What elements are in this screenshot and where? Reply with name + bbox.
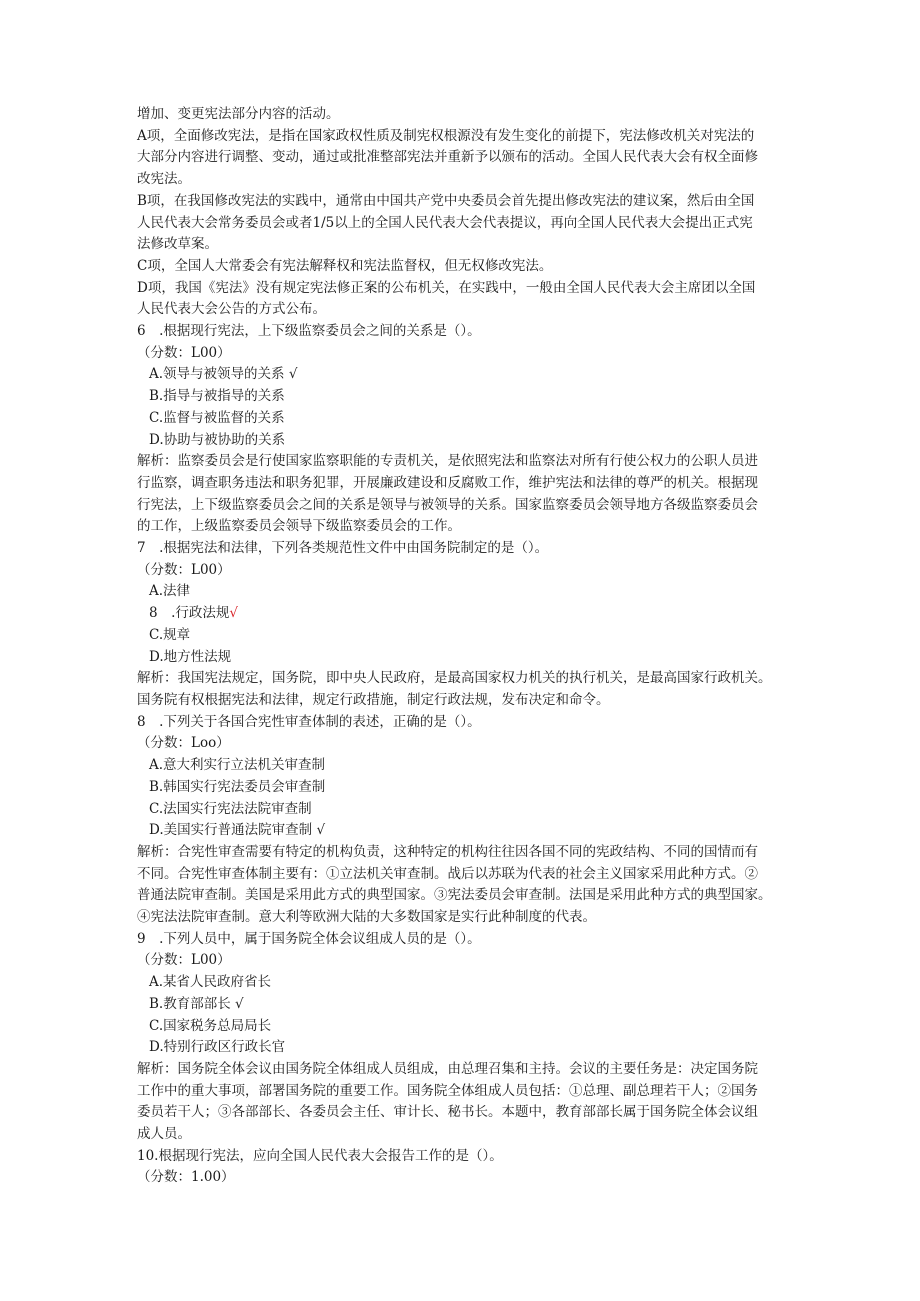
option-b — [137, 777, 787, 799]
option-d — [137, 430, 787, 452]
option-text: 8 .行政法规 — [149, 605, 230, 622]
option-text: D.地方性法规 — [149, 648, 232, 665]
option-text: A.法律 — [149, 583, 191, 600]
question-9 — [137, 929, 787, 1146]
question-stem: 8 .下列关于各国合宪性审查体制的表述，正确的是（）。 — [137, 713, 481, 730]
option-c — [137, 408, 787, 430]
option-d — [137, 1037, 787, 1059]
analysis-line: 委员若干人；③各部部长、各委员会主任、审计长、秘书长。本题中，教育部部长属于国务院全体会议组 — [137, 1104, 758, 1121]
question-stem: 9 .下列人员中，属于国务院全体会议组成人员的是（）。 — [137, 930, 481, 947]
analysis-line: 国务院有权根据宪法和法律，规定行政措施，制定行政法规，发布决定和命令。 — [137, 691, 610, 708]
option-d — [137, 647, 787, 669]
option-c — [137, 1016, 787, 1038]
question-6 — [137, 321, 787, 538]
analysis-line: 工作中的重大事项，部署国务院的重要工作。国务院全体组成人员包括：①总理、副总理若干人；②国务 — [137, 1082, 758, 1099]
analysis-line: 解析：监察委员会是行使国家监察职能的专责机关，是依照宪法和监察法对所有行使公权力的公职人员进 — [137, 453, 758, 470]
text-line: D项，我国《宪法》没有规定宪法修正案的公布机关，在实践中，一般由全国人民代表大会主席团以全国 — [137, 279, 756, 296]
question-score: （分数：L00） — [137, 952, 231, 969]
analysis-line: 不同。合宪性审查体制主要有：①立法机关审查制。战后以苏联为代表的社会主义国家采用此种方式。② — [137, 865, 758, 882]
analysis-line: 行监察，调查职务违法和职务犯罪，开展廉政建设和反腐败工作，维护宪法和法律的尊严的机关。根据现 — [137, 474, 758, 491]
analysis-line: 解析：合宪性审查需要有特定的机构负责，这种特定的机构往往因各国不同的宪政结构、不同的国情而有 — [137, 843, 758, 860]
option-text: D.协助与被协助的关系 — [149, 431, 286, 448]
option-text: C.监督与被监督的关系 — [149, 409, 285, 426]
option-text: B.教育部部长 — [149, 995, 231, 1012]
option-text: C.国家税务总局局长 — [149, 1017, 272, 1034]
text-line: 改宪法。 — [137, 171, 191, 188]
document-page — [137, 104, 787, 1189]
option-text: B.韩国实行宪法委员会审查制 — [149, 778, 326, 795]
option-b — [137, 386, 787, 408]
option-text: D.美国实行普通法院审查制 — [149, 822, 313, 839]
question-stem: 10.根据现行宪法，应向全国人民代表大会报告工作的是（）。 — [137, 1147, 503, 1164]
check-mark-icon: √ — [316, 822, 326, 839]
option-b — [137, 994, 787, 1016]
text-line: 大部分内容进行调整、变动，通过或批准整部宪法并重新予以颁布的活动。全国人民代表大会有权全面修 — [137, 149, 758, 166]
analysis-line: 的工作，上级监察委员会领导下级监察委员会的工作。 — [137, 518, 461, 535]
option-text: C.法国实行宪法法院审查制 — [149, 800, 312, 817]
option-text: D.特别行政区行政长官 — [149, 1039, 286, 1056]
option-text: C.规章 — [149, 626, 191, 643]
option-c — [137, 625, 787, 647]
question-stem: 7 .根据宪法和法律，下列各类规范性文件中由国务院制定的是（）。 — [137, 540, 549, 557]
option-c — [137, 799, 787, 821]
question-10 — [137, 1146, 787, 1189]
question-7 — [137, 538, 787, 712]
option-a — [137, 755, 787, 777]
question-score: （分数：1.00） — [137, 1169, 235, 1186]
check-mark-icon: √ — [235, 995, 244, 1012]
question-score: （分数：Loo） — [137, 735, 230, 752]
text-line: 人民代表大会常务委员会或者1/5以上的全国人民代表大会代表提议，再向全国人民代表大会提出正式宪 — [137, 214, 753, 231]
analysis-line: 成人员。 — [137, 1126, 191, 1143]
check-mark-icon: √ — [229, 605, 238, 622]
question-8 — [137, 712, 787, 929]
intro-block — [137, 104, 787, 321]
option-d — [137, 820, 787, 842]
text-line: A项，全面修改宪法，是指在国家政权性质及制宪权根源没有发生变化的前提下，宪法修改机关对宪法的 — [137, 127, 755, 144]
option-text: B.指导与被指导的关系 — [149, 388, 285, 405]
option-a — [137, 581, 787, 603]
text-line: 人民代表大会公告的方式公布。 — [137, 301, 326, 318]
check-mark-icon: √ — [288, 366, 298, 383]
analysis-line: 行宪法，上下级监察委员会之间的关系是领导与被领导的关系。国家监察委员会领导地方各级监察委员会 — [137, 496, 758, 513]
option-text: A.某省人民政府省长 — [149, 974, 272, 991]
question-stem: 6 .根据现行宪法，上下级监察委员会之间的关系是（）。 — [137, 323, 481, 340]
option-text: A.意大利实行立法机关审查制 — [149, 757, 326, 774]
question-score: （分数：L00） — [137, 344, 231, 361]
analysis-line: 解析：我国宪法规定，国务院，即中央人民政府，是最高国家权力机关的执行机关，是最高国家行政机关。 — [137, 670, 772, 687]
option-text: A.领导与被领导的关系 — [149, 366, 285, 383]
text-line: 增加、变更宪法部分内容的活动。 — [137, 106, 340, 122]
text-line: 法修改草案。 — [137, 236, 218, 253]
analysis-line: 解析：国务院全体会议由国务院全体组成人员组成，由总理召集和主持。会议的主要任务是：决定国务院 — [137, 1060, 758, 1077]
text-line: B项，在我国修改宪法的实践中，通常由中国共产党中央委员会首先提出修改宪法的建议案，然后由全国 — [137, 192, 755, 209]
option-a — [137, 972, 787, 994]
analysis-line: 普通法院审查制。美国是采用此方式的典型国家。③宪法委员会审查制。法国是采用此种方式的典型国家。 — [137, 887, 772, 904]
question-score: （分数：L00） — [137, 561, 231, 578]
option-b — [137, 603, 787, 625]
text-line: C项，全国人大常委会有宪法解释权和宪法监督权，但无权修改宪法。 — [137, 257, 553, 274]
analysis-line: ④宪法法院审查制。意大利等欧洲大陆的大多数国家是实行此种制度的代表。 — [137, 909, 596, 926]
option-a — [137, 364, 787, 386]
